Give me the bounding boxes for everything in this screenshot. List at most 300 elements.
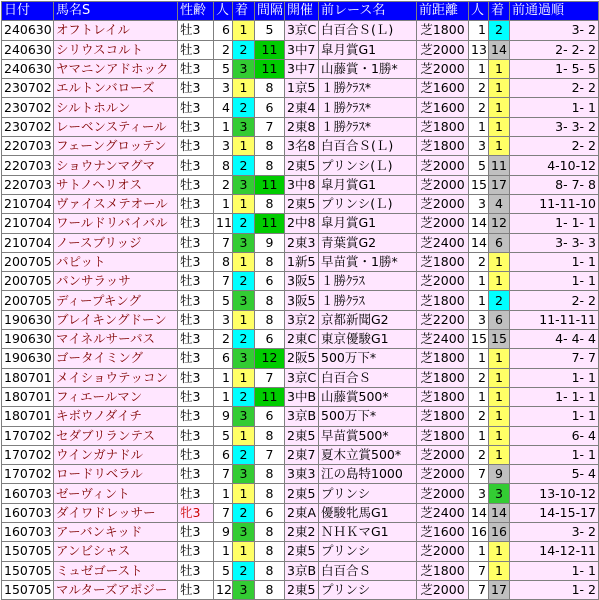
date-cell: 220703 [2, 175, 54, 194]
prev-popularity-cell: 16 [469, 523, 489, 542]
horse-name-cell: マルターズアポジー [54, 580, 178, 599]
col-header-date: 日付 [2, 2, 54, 21]
prev-distance-cell: 芝1800 [417, 426, 469, 445]
prev-popularity-cell: 3 [469, 484, 489, 503]
popularity-cell: 6 [214, 21, 233, 40]
col-header-popularity: 人 [214, 2, 233, 21]
sex-age-cell: 牡3 [178, 79, 214, 98]
table-row [2, 214, 599, 233]
prev-distance-cell: 芝2000 [417, 465, 469, 484]
meeting-cell: 3阪5 [285, 272, 319, 291]
prev-distance-cell: 芝1600 [417, 523, 469, 542]
table-row [2, 272, 599, 291]
horse-name-cell: ワールドリバイバル [54, 214, 178, 233]
prev-distance-cell: 芝2000 [417, 484, 469, 503]
date-cell: 170702 [2, 426, 54, 445]
horse-name-cell: ディープキング [54, 291, 178, 310]
prev-distance-cell: 芝2000 [417, 175, 469, 194]
sex-age-cell: 牡3 [178, 349, 214, 368]
interval-cell: 5 [255, 21, 285, 40]
date-cell: 210704 [2, 233, 54, 252]
prev-popularity-cell: 1 [469, 349, 489, 368]
finish-cell: 3 [233, 407, 255, 426]
prev-race-cell: プリンシ [319, 580, 417, 599]
meeting-cell: 2阪5 [285, 349, 319, 368]
horse-name-cell: レーベンスティール [54, 117, 178, 136]
prev-passing-cell: 13-10-12 [510, 484, 599, 503]
date-cell: 150705 [2, 561, 54, 580]
prev-finish-cell: 17 [489, 175, 510, 194]
popularity-cell: 9 [214, 523, 233, 542]
table-row [2, 137, 599, 156]
meeting-cell: 1京5 [285, 79, 319, 98]
finish-cell: 3 [233, 117, 255, 136]
prev-race-cell: 東京優駿G1 [319, 330, 417, 349]
sex-age-cell: 牡3 [178, 310, 214, 329]
sex-age-cell: 牡3 [178, 465, 214, 484]
prev-race-cell: 500万下* [319, 407, 417, 426]
horse-name-cell: マイネルサーパス [54, 330, 178, 349]
prev-distance-cell: 芝2000 [417, 214, 469, 233]
date-cell: 220703 [2, 156, 54, 175]
horse-name-cell: オフトレイル [54, 21, 178, 40]
finish-cell: 2 [233, 156, 255, 175]
popularity-cell: 6 [214, 445, 233, 464]
date-cell: 230702 [2, 117, 54, 136]
prev-distance-cell: 芝1800 [417, 21, 469, 40]
table-row [2, 561, 599, 580]
horse-name-cell: ノースブリッジ [54, 233, 178, 252]
finish-cell: 3 [233, 59, 255, 78]
table-row [2, 445, 599, 464]
horse-name-cell: エルトンバローズ [54, 79, 178, 98]
finish-cell: 1 [233, 21, 255, 40]
finish-cell: 2 [233, 561, 255, 580]
date-cell: 240630 [2, 21, 54, 40]
prev-race-cell: 白百合Ｓ(Ｌ) [319, 21, 417, 40]
col-header-prev-race: 前レース名 [319, 2, 417, 21]
popularity-cell: 2 [214, 175, 233, 194]
prev-popularity-cell: 2 [469, 368, 489, 387]
header-row [2, 2, 599, 21]
meeting-cell: 3京2 [285, 310, 319, 329]
sex-age-cell: 牡3 [178, 445, 214, 464]
date-cell: 190630 [2, 310, 54, 329]
finish-cell: 2 [233, 503, 255, 522]
interval-cell: 6 [255, 503, 285, 522]
popularity-cell: 1 [214, 387, 233, 406]
meeting-cell: 2中8 [285, 214, 319, 233]
prev-distance-cell: 芝1800 [417, 387, 469, 406]
horse-name-cell: サトノヘリオス [54, 175, 178, 194]
horse-name-cell: ウインガナドル [54, 445, 178, 464]
prev-passing-cell: 1- 1 [510, 561, 599, 580]
interval-cell: 8 [255, 79, 285, 98]
table-row [2, 40, 599, 59]
prev-passing-cell: 1- 1 [510, 368, 599, 387]
prev-distance-cell: 芝1600 [417, 98, 469, 117]
prev-passing-cell: 2- 2- 2 [510, 40, 599, 59]
meeting-cell: 2東C [285, 330, 319, 349]
prev-popularity-cell: 2 [469, 252, 489, 271]
finish-cell: 3 [233, 580, 255, 599]
interval-cell: 12 [255, 349, 285, 368]
prev-passing-cell: 14-12-11 [510, 542, 599, 561]
prev-race-cell: 早苗賞・1勝* [319, 252, 417, 271]
finish-cell: 1 [233, 426, 255, 445]
finish-cell: 2 [233, 98, 255, 117]
horse-name-cell: ブレイキングドーン [54, 310, 178, 329]
meeting-cell: 2東A [285, 503, 319, 522]
date-cell: 190630 [2, 330, 54, 349]
popularity-cell: 2 [214, 330, 233, 349]
prev-finish-cell: 1 [489, 59, 510, 78]
interval-cell: 8 [255, 156, 285, 175]
sex-age-cell: 牡3 [178, 40, 214, 59]
interval-cell: 11 [255, 387, 285, 406]
popularity-cell: 6 [214, 349, 233, 368]
interval-cell: 8 [255, 465, 285, 484]
prev-popularity-cell: 1 [469, 426, 489, 445]
prev-race-cell: 白百合Ｓ [319, 368, 417, 387]
sex-age-cell: 牡3 [178, 156, 214, 175]
popularity-cell: 1 [214, 542, 233, 561]
horse-name-cell: パピット [54, 252, 178, 271]
prev-distance-cell: 芝2000 [417, 156, 469, 175]
finish-cell: 3 [233, 291, 255, 310]
col-header-prev-finish: 着 [489, 2, 510, 21]
prev-popularity-cell: 2 [469, 407, 489, 426]
popularity-cell: 3 [214, 137, 233, 156]
prev-popularity-cell: 3 [469, 194, 489, 213]
finish-cell: 1 [233, 542, 255, 561]
prev-distance-cell: 芝2000 [417, 59, 469, 78]
prev-popularity-cell: 13 [469, 40, 489, 59]
sex-age-cell: 牡3 [178, 252, 214, 271]
prev-passing-cell: 1- 1 [510, 272, 599, 291]
prev-finish-cell: 3 [489, 484, 510, 503]
table-body [2, 21, 599, 600]
col-header-interval: 間隔 [255, 2, 285, 21]
interval-cell: 6 [255, 272, 285, 291]
prev-finish-cell: 1 [489, 561, 510, 580]
meeting-cell: 2東3 [285, 233, 319, 252]
prev-popularity-cell: 1 [469, 291, 489, 310]
table-row [2, 156, 599, 175]
prev-popularity-cell: 3 [469, 310, 489, 329]
prev-race-cell: 白百合Ｓ(Ｌ) [319, 137, 417, 156]
sex-age-cell: 牡3 [178, 59, 214, 78]
meeting-cell: 3阪5 [285, 291, 319, 310]
horse-name-cell: ミュゼゴースト [54, 561, 178, 580]
popularity-cell: 5 [214, 59, 233, 78]
prev-finish-cell: 1 [489, 252, 510, 271]
popularity-cell: 1 [214, 117, 233, 136]
horse-name-cell: パンサラッサ [54, 272, 178, 291]
finish-cell: 3 [233, 349, 255, 368]
meeting-cell: 2東8 [285, 117, 319, 136]
horse-name-cell: シリウスコルト [54, 40, 178, 59]
prev-popularity-cell: 14 [469, 214, 489, 233]
prev-passing-cell: 3- 3- 3 [510, 233, 599, 252]
table-row [2, 349, 599, 368]
prev-distance-cell: 芝1800 [417, 291, 469, 310]
prev-popularity-cell: 2 [469, 98, 489, 117]
prev-popularity-cell: 7 [469, 561, 489, 580]
popularity-cell: 3 [214, 79, 233, 98]
finish-cell: 1 [233, 484, 255, 503]
prev-finish-cell: 1 [489, 368, 510, 387]
meeting-cell: 2東2 [285, 523, 319, 542]
popularity-cell: 1 [214, 484, 233, 503]
prev-distance-cell: 芝1800 [417, 117, 469, 136]
finish-cell: 1 [233, 79, 255, 98]
date-cell: 230702 [2, 79, 54, 98]
horse-name-cell: フェーングロッテン [54, 137, 178, 156]
col-header-prev-popularity: 人 [469, 2, 489, 21]
popularity-cell: 3 [214, 310, 233, 329]
interval-cell: 8 [255, 194, 285, 213]
prev-passing-cell: 6- 4 [510, 426, 599, 445]
prev-popularity-cell: 1 [469, 387, 489, 406]
prev-distance-cell: 芝1800 [417, 561, 469, 580]
date-cell: 230702 [2, 98, 54, 117]
prev-distance-cell: 芝1800 [417, 137, 469, 156]
date-cell: 150705 [2, 580, 54, 599]
finish-cell: 3 [233, 523, 255, 542]
finish-cell: 3 [233, 233, 255, 252]
prev-passing-cell: 1- 1 [510, 445, 599, 464]
prev-race-cell: １勝ｸﾗｽ* [319, 117, 417, 136]
interval-cell: 8 [255, 291, 285, 310]
finish-cell: 1 [233, 137, 255, 156]
prev-race-cell: 白百合Ｓ [319, 561, 417, 580]
prev-race-cell: プリンシ(Ｌ) [319, 156, 417, 175]
prev-popularity-cell: 2 [469, 445, 489, 464]
prev-passing-cell: 1- 2 [510, 580, 599, 599]
prev-finish-cell: 12 [489, 214, 510, 233]
prev-finish-cell: 1 [489, 542, 510, 561]
horse-name-cell: ゴータイミング [54, 349, 178, 368]
prev-race-cell: 皐月賞G1 [319, 40, 417, 59]
prev-finish-cell: 1 [489, 445, 510, 464]
sex-age-cell: 牡3 [178, 175, 214, 194]
prev-passing-cell: 7- 7 [510, 349, 599, 368]
popularity-cell: 4 [214, 98, 233, 117]
prev-race-cell: 500万下* [319, 349, 417, 368]
meeting-cell: 1新5 [285, 252, 319, 271]
prev-popularity-cell: 3 [469, 137, 489, 156]
interval-cell: 6 [255, 98, 285, 117]
finish-cell: 3 [233, 175, 255, 194]
prev-passing-cell: 1- 1- 1 [510, 387, 599, 406]
meeting-cell: 3中7 [285, 59, 319, 78]
prev-race-cell: 夏木立賞500* [319, 445, 417, 464]
sex-age-cell: 牡3 [178, 387, 214, 406]
date-cell: 200705 [2, 291, 54, 310]
sex-age-cell: 牡3 [178, 484, 214, 503]
prev-race-cell: ＮＨＫマG1 [319, 523, 417, 542]
prev-race-cell: 江の島特1000 [319, 465, 417, 484]
popularity-cell: 7 [214, 503, 233, 522]
prev-popularity-cell: 1 [469, 542, 489, 561]
prev-passing-cell: 2- 2 [510, 79, 599, 98]
table-row [2, 330, 599, 349]
popularity-cell: 2 [214, 40, 233, 59]
prev-finish-cell: 9 [489, 465, 510, 484]
table-row [2, 233, 599, 252]
popularity-cell: 11 [214, 214, 233, 233]
horse-name-cell: ヤマニンアドホック [54, 59, 178, 78]
prev-passing-cell: 1- 5- 5 [510, 59, 599, 78]
date-cell: 240630 [2, 59, 54, 78]
prev-passing-cell: 1- 1 [510, 98, 599, 117]
prev-distance-cell: 芝2000 [417, 40, 469, 59]
meeting-cell: 3東3 [285, 465, 319, 484]
prev-distance-cell: 芝2000 [417, 445, 469, 464]
prev-passing-cell: 4- 4- 4 [510, 330, 599, 349]
prev-passing-cell: 14-15-17 [510, 503, 599, 522]
interval-cell: 6 [255, 330, 285, 349]
col-header-prev-passing: 前通過順 [510, 2, 599, 21]
date-cell: 210704 [2, 194, 54, 213]
finish-cell: 2 [233, 387, 255, 406]
date-cell: 150705 [2, 542, 54, 561]
sex-age-cell: 牡3 [178, 580, 214, 599]
table-row [2, 59, 599, 78]
sex-age-cell: 牡3 [178, 98, 214, 117]
date-cell: 200705 [2, 272, 54, 291]
horse-name-cell: セダブリランテス [54, 426, 178, 445]
prev-passing-cell: 3- 2 [510, 21, 599, 40]
sex-age-cell: 牡3 [178, 330, 214, 349]
prev-popularity-cell: 1 [469, 59, 489, 78]
table-row [2, 503, 599, 522]
meeting-cell: 2東5 [285, 542, 319, 561]
col-header-prev-distance: 前距離 [417, 2, 469, 21]
popularity-cell: 7 [214, 233, 233, 252]
sex-age-cell: 牡3 [178, 194, 214, 213]
date-cell: 160703 [2, 503, 54, 522]
interval-cell: 8 [255, 561, 285, 580]
table-row [2, 523, 599, 542]
prev-finish-cell: 1 [489, 137, 510, 156]
prev-finish-cell: 1 [489, 349, 510, 368]
prev-race-cell: 山藤賞・1勝* [319, 59, 417, 78]
table-row [2, 542, 599, 561]
prev-finish-cell: 2 [489, 291, 510, 310]
meeting-cell: 3京B [285, 561, 319, 580]
popularity-cell: 5 [214, 561, 233, 580]
prev-passing-cell: 1- 1- 1 [510, 214, 599, 233]
prev-distance-cell: 芝2000 [417, 580, 469, 599]
prev-passing-cell: 8- 7- 8 [510, 175, 599, 194]
table-row [2, 117, 599, 136]
prev-finish-cell: 1 [489, 407, 510, 426]
interval-cell: 11 [255, 40, 285, 59]
interval-cell: 8 [255, 310, 285, 329]
prev-distance-cell: 芝1800 [417, 368, 469, 387]
interval-cell: 11 [255, 175, 285, 194]
table-row [2, 368, 599, 387]
popularity-cell: 1 [214, 368, 233, 387]
prev-passing-cell: 3- 2 [510, 523, 599, 542]
meeting-cell: 3中7 [285, 40, 319, 59]
sex-age-cell: 牡3 [178, 291, 214, 310]
prev-popularity-cell: 14 [469, 233, 489, 252]
date-cell: 190630 [2, 349, 54, 368]
prev-finish-cell: 4 [489, 194, 510, 213]
table-row [2, 465, 599, 484]
sex-age-cell: 牡3 [178, 117, 214, 136]
prev-passing-cell: 11-11-11 [510, 310, 599, 329]
popularity-cell: 1 [214, 194, 233, 213]
meeting-cell: 2東5 [285, 484, 319, 503]
interval-cell: 7 [255, 445, 285, 464]
meeting-cell: 3京B [285, 407, 319, 426]
prev-passing-cell: 2- 2 [510, 291, 599, 310]
meeting-cell: 2東5 [285, 580, 319, 599]
prev-passing-cell: 4-10-12 [510, 156, 599, 175]
sex-age-cell: 牡3 [178, 21, 214, 40]
horse-name-cell: キボウノダイチ [54, 407, 178, 426]
date-cell: 220703 [2, 137, 54, 156]
prev-finish-cell: 1 [489, 98, 510, 117]
table-row [2, 21, 599, 40]
interval-cell: 8 [255, 484, 285, 503]
date-cell: 200705 [2, 252, 54, 271]
table-row [2, 98, 599, 117]
finish-cell: 2 [233, 272, 255, 291]
meeting-cell: 3京C [285, 368, 319, 387]
prev-race-cell: 山藤賞500* [319, 387, 417, 406]
meeting-cell: 2東5 [285, 426, 319, 445]
prev-race-cell: プリンシ [319, 484, 417, 503]
sex-age-cell: 牡3 [178, 561, 214, 580]
prev-popularity-cell: 1 [469, 21, 489, 40]
popularity-cell: 12 [214, 580, 233, 599]
sex-age-cell: 牡3 [178, 407, 214, 426]
race-history-table [1, 1, 599, 600]
table-row [2, 407, 599, 426]
prev-popularity-cell: 14 [469, 503, 489, 522]
sex-age-cell: 牡3 [178, 137, 214, 156]
interval-cell: 6 [255, 407, 285, 426]
table-row [2, 194, 599, 213]
prev-finish-cell: 1 [489, 117, 510, 136]
prev-passing-cell: 11-11-10 [510, 194, 599, 213]
prev-finish-cell: 1 [489, 272, 510, 291]
interval-cell: 8 [255, 523, 285, 542]
prev-finish-cell: 6 [489, 233, 510, 252]
meeting-cell: 2東4 [285, 98, 319, 117]
table-row [2, 252, 599, 271]
meeting-cell: 2東5 [285, 156, 319, 175]
date-cell: 210704 [2, 214, 54, 233]
prev-race-cell: プリンシ [319, 542, 417, 561]
prev-finish-cell: 1 [489, 387, 510, 406]
date-cell: 240630 [2, 40, 54, 59]
meeting-cell: 2東5 [285, 194, 319, 213]
table-row [2, 79, 599, 98]
date-cell: 180701 [2, 387, 54, 406]
prev-race-cell: １勝ｸﾗｽ* [319, 79, 417, 98]
prev-distance-cell: 芝1800 [417, 252, 469, 271]
col-header-horse-name: 馬名S [54, 2, 178, 21]
meeting-cell: 3中8 [285, 175, 319, 194]
prev-finish-cell: 6 [489, 310, 510, 329]
prev-finish-cell: 14 [489, 503, 510, 522]
